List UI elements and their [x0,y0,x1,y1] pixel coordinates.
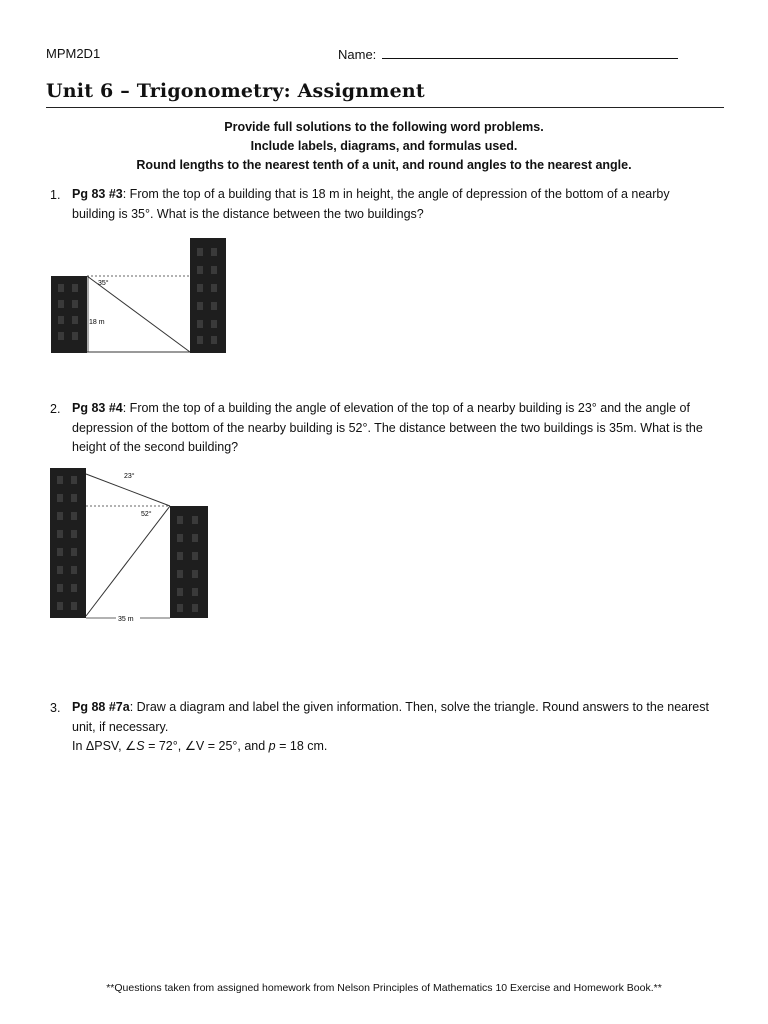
q2-depression-label: 52° [141,511,152,518]
question-3-text [72,698,732,757]
question-2-line-2: depression of the bottom of the nearby building is 52°. The distance between the two buildings is 35m. What is the [72,420,703,435]
question-1-diagram [50,236,256,358]
right-building [190,238,226,353]
instruction-line-3: Round lengths to the nearest tenth of a unit, and round angles to the nearest angle. [136,158,632,172]
question-2-line-3: height of the second building? [72,440,239,454]
question-1-line-1: : From the top of a building that is 18 m in height, the angle of depression of the bottom of a nearby [122,187,670,201]
question-1-ref: Pg 83 #3 [72,187,123,201]
question-3-ref: Pg 88 #7a [72,700,130,714]
footer-note: **Questions taken from assigned homework from Nelson Principles of Mathematics 10 Exercise and Homework Book.** [106,982,662,994]
question-3-given: In ΔPSV, ∠S = 72°, ∠V = 25°, and p = 18 cm. [72,739,328,753]
q2-distance-label: 35 m [118,616,134,623]
question-2-ref: Pg 83 #4 [72,401,123,415]
q1-angle-label: 35° [98,280,109,287]
question-2-number: 2. [50,402,61,416]
question-3-line-2: unit, if necessary. [72,719,169,734]
q1-height-label: 18 m [89,319,105,326]
name-field [338,46,678,62]
instruction-line-1: Provide full solutions to the following word problems. [224,120,544,134]
title-divider [46,107,724,108]
question-1-line-2: building is 35°. What is the distance between the two buildings? [72,206,424,221]
question-1-number: 1. [50,188,61,202]
short-building [170,506,208,618]
q2-elevation-label: 23° [124,473,135,480]
instruction-line-2: Include labels, diagrams, and formulas used. [250,139,518,153]
question-2-diagram [50,466,214,624]
question-2-text [72,399,732,458]
name-blank-line [382,46,678,59]
question-3-number: 3. [50,701,61,715]
course-code: MPM2D1 [46,46,101,61]
question-3-line-1: : Draw a diagram and label the given information. Then, solve the triangle. Round answers to the nearest [129,700,709,714]
name-label: Name: [338,47,377,62]
question-1-text [72,185,732,224]
page-title: Unit 6 – Trigonometry: Assignment [46,80,425,102]
left-building [51,276,87,353]
question-2-line-1: : From the top of a building the angle of elevation of the top of a nearby building is 23° and the angle of [122,401,690,415]
tall-building [50,468,86,618]
